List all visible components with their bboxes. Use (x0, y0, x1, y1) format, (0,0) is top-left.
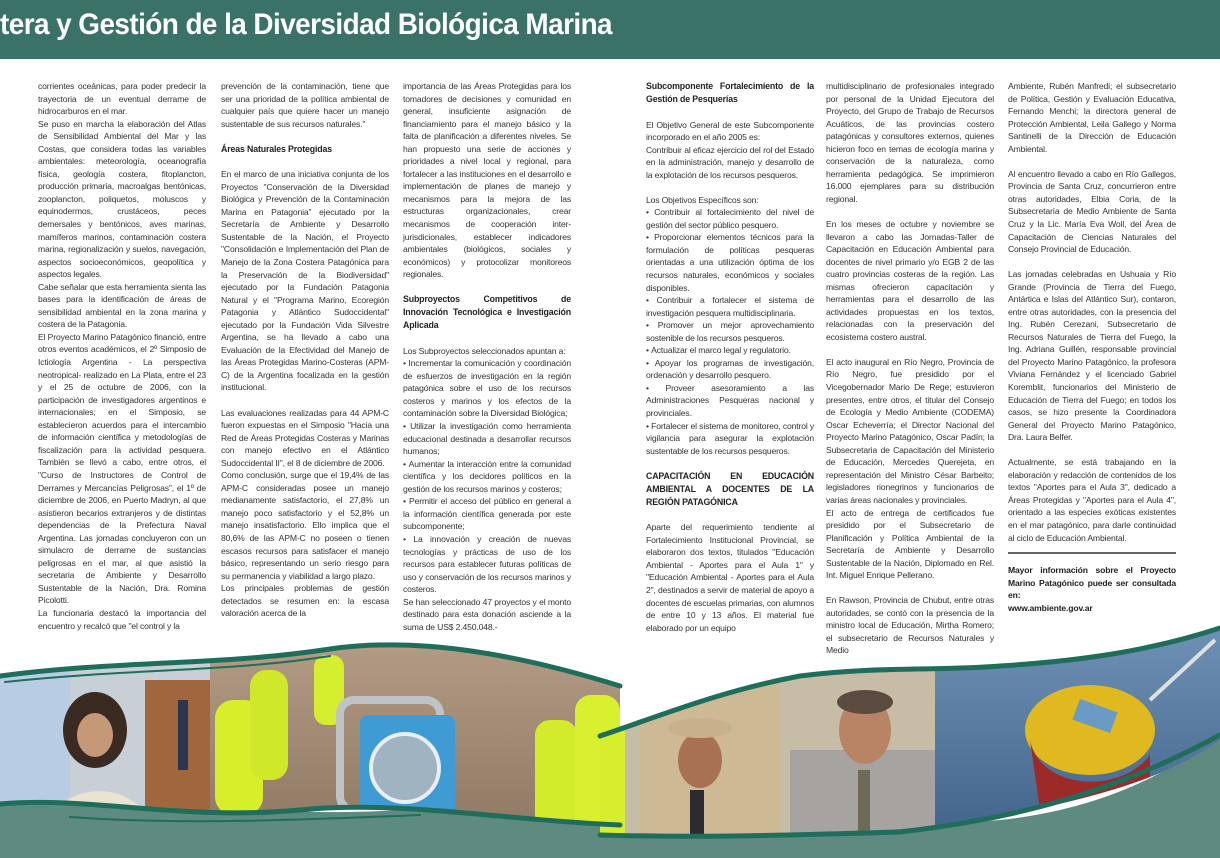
paragraph: En Rawson, Provincia de Chubut, entre otras autoridades, se contó con la presencia de la ministro local de Educación, Mirtha Romero; el subsecretario de Recursos Naturales y Medio (826, 595, 994, 656)
text-column-2 (221, 80, 389, 620)
section-heading: Subproyectos Competitivos de Innovación Tecnológica e Investigación Aplicada (403, 294, 571, 331)
paragraph: El acto de entrega de certificados fue presidido por el Subsecretario de Planificación y Política Ambiental de la Secretaría de Ambiente y Desarrollo Sustentable de la Nación, Diplomado en Rel. Int. Miguel Enrique Pellerano. (826, 507, 994, 581)
paragraph: Contribuir al eficaz ejercicio del rol del Estado en la administración, manejo y desarrollo de la explotación de los recursos pesqueros. (646, 144, 814, 180)
paragraph: Como conclusión, surge que el 19,4% de las APM-C consideradas posee un manejo medianamente satisfactorio, el 27,8% un manejo poco satisfactorio y el 52,8% un manejo insatisfactorio. Ello implica que el 80,6% de las APM-C no poseen o tienen escasos recursos para satisfacer el manejo básico, representando un serio riesgo para su permanencia y viabilidad a largo plazo. (221, 470, 389, 581)
paragraph: Aparte del requerimiento tendiente al Fortalecimiento Institucional Provincial, se elaboraron dos textos, titulados "Educación Ambiental - Aportes para el Aula 1" y "Educación Ambiental - Aportes para el Aula 2", destinados a servir de material de apoyo a docentes de escuelas primarias, con alumnos de entre 10 y 13 años. El material fue elaborado por un equipo (646, 522, 814, 633)
text-column-1 (38, 80, 206, 632)
paragraph: Las evaluaciones realizadas para 44 APM-C fueron expuestas en el Simposio "Hacia una Red de Áreas Protegidas Costeras y Marinas con manejo efectivo en el Atlántico Sudoccidental II", el 8 de diciembre de 2006. (221, 407, 389, 468)
text-column-6 (1008, 80, 1176, 614)
section-heading: Áreas Naturales Protegidas (221, 143, 332, 154)
paragraph: Se puso en marcha la elaboración del Atlas de Sensibilidad Ambiental del Mar y las Costas, que considera todas las variables ambientales: meteorología, oceanografía física, geología costera, fitoplancton, producción primaria, macroalgas bentónicas, zooplancton, poliquetos, moluscos y equinodermos, crustáceos, peces demersales y bentónicos, aves marinas, mamíferos marinos, contaminación costera marina, regionalización y suelos, navegación, aspectos socioeconómicos, geopolítica y aspectos legales. (38, 118, 206, 280)
divider (1008, 552, 1176, 554)
paragraph: corrientes oceánicas, para poder predecir la trayectoria de un eventual derrame de hidrocarburos en el mar. (38, 81, 206, 117)
bullet-item: • Contribuir a fortalecer el sistema de investigación pesquera multidisciplinaria. (646, 294, 814, 319)
text-column-5 (826, 80, 994, 657)
paragraph: Ambiente, Rubén Manfredi; el subsecretario de Política, Gestión y Evaluación Educativa, Fernando Menchi; la directora general de Protección Ambiental, Leila Gallego y Norma Santinelli de la Dirección de Educación Ambiental. (1008, 81, 1176, 154)
paragraph: La funcionaria destacó la importancia del encuentro y recalcó que "el control y la (38, 607, 206, 631)
text-column-3 (403, 80, 571, 633)
bullet-item: • Proporcionar elementos técnicos para la formulación de políticas pesqueras orientadas a una utilización óptima de los recursos naturales, económicos y sociales disponibles. (646, 231, 814, 294)
more-info-text: Mayor información sobre el Proyecto Marino Patagónico puede ser consultada en: (1008, 565, 1176, 601)
paragraph: Al encuentro llevado a cabo en Río Gallegos, Provincia de Santa Cruz, concurrieron entre otras autoridades, Elbia Coria, de la Subsecretaría de Medio Ambiente de Santa Cruz y la Lic. María Eva Woll, del Área de Capacitación de Ciencias Naturales del Consejo Provincial de Educación. (1008, 168, 1176, 255)
paragraph: multidisciplinario de profesionales integrado por personal de la Unidad Ejecutora del Proyecto, del Grupo de Trabajo de Recursos Acuáticos, de las provincias costero patagónicas y consultores externos, quienes hicieron foco en temas de ecología marina y conservación de la naturaleza, como herramienta pedagógica. Se imprimieron 16.000 ejemplares para su distribución regional. (826, 81, 994, 204)
paragraph: Actualmente, se está trabajando en la elaboración y redacción de contenidos de los textos "Aportes para el Aula 3", dedicado a Áreas Protegidas y "Aportes para el Aula 4", orientado a las especies exóticas existentes en el mar patagónico, para darle continuidad al ciclo de Educación Ambiental. (1008, 457, 1176, 543)
paragraph: prevención de la contaminación, tiene que ser una prioridad de la política ambiental de cualquier país que quiere hacer un manejo sustentable de sus recursos naturales." (221, 81, 389, 129)
bullet-item: • Utilizar la investigación como herramienta educacional destinada a desarrollar recursos humanos; (403, 420, 571, 458)
paragraph: En el marco de una iniciativa conjunta de los Proyectos "Conservación de la Diversidad Biológica y Prevención de la Contaminación Marina en Patagonia" ejecutado por la Secretaría de Ambiente y Desarrollo Sustentable de la Nación, el Proyecto "Consolidación e Implementación del Plan de Manejo de la Zona Costera Patagónica para la Preservación de la Biodiversidad" ejecutado por la Fundación Patagonia Natural y el "Programa Marino, Ecoregión Patagonia y Atlántico Sudoccidental" ejecutado por la Fundación Vida Silvestre Argentina, se ha llevado a cabo una Evaluación de la Efectividad del Manejo de las Áreas Protegidas Marino-Costeras (APM-C) de la Argentina focalizada en la gestión institucional. (221, 169, 389, 393)
page-title: tera y Gestión de la Diversidad Biológica Marina (0, 8, 613, 41)
paragraph: El Objetivo General de este Subcomponente incorporado en el año 2005 es: (646, 119, 814, 143)
paragraph: Cabe señalar que esta herramienta sienta las bases para la identificación de áreas de sensibilidad ambiental en la zona marina y costera de la Patagonia. (38, 281, 206, 330)
text-column-4 (646, 80, 814, 634)
paragraph: El Proyecto Marino Patagónico financió, entre otros eventos académicos, el 2º Simposio de Ictiología Argentina - La perspectiva neotropical- realizado en La Plata, entre el 23 y el 25 de octubre de 2006, con la participación de investigadores argentinos e internacionales; en el Simposio, se establecieron acuerdos para el intercambio de información científica y metodologías de fiscalización para la actividad pesquera. También se llevó a cabo, entre otros, el "Curso de Instructores de Control de Derrames y Mercancías Peligrosas", el 1º de diciembre de 2006, en Puerto Madryn, al que asistieron becarios extranjeros y de distintas dependencias de la Prefectura Naval Argentina. Las jornadas concluyeron con un simulacro de derrame de sustancias peligrosas en el mar, al que asistió la secretaria de Ambiente y Desarrollo Sustentable de la Nación, Dra. Romina Picolotti. (38, 331, 206, 606)
photo-strip (0, 620, 1220, 858)
bullet-item: • Permitir el acceso del público en general a la información científica generada por este subcomponente; (403, 495, 571, 533)
bullet-item: • Proveer asesoramiento a las Administraciones Pesqueras nacional y provinciales. (646, 382, 814, 420)
bullet-item: • Incrementar la comunicación y coordinación de esfuerzos de investigación en la región patagónica sobre el uso de los recursos costeros y marinos y los efectos de la contaminación sobre la Diversidad Biológica; (403, 357, 571, 420)
paragraph: En los meses de octubre y noviembre se llevaron a cabo las Jornadas-Taller de Capacitación en Educación Ambiental para docentes de nivel primario y/o EGB 2 de las cuatro provincias costeras de la región. Las mismas ofrecieron capacitación y herramientas para el desarrollo de las actividades propuestas en los textos, relacionadas con la preservación del ecosistema costero austral. (826, 218, 994, 342)
bullet-item: • Fortalecer el sistema de monitoreo, control y vigilancia para asegurar la explotación sustentable de los recursos pesqueros. (646, 420, 814, 458)
bullet-item: • La innovación y creación de nuevas tecnologías y prácticas de uso de los recursos para establecer futuras políticas de uso y conservación de los recursos marinos y costeros. (403, 533, 571, 596)
bullet-item: • Actualizar el marco legal y regulatorio. (646, 344, 814, 357)
section-heading: Subcomponente Fortalecimiento de la Gestión de Pesquerías (646, 81, 814, 104)
bullet-item: • Contribuir al fortalecimiento del nivel de gestión del sector público pesquero. (646, 206, 814, 231)
bullet-item: • Apoyar los programas de investigación, ordenación y desarrollo pesquero. (646, 357, 814, 382)
paragraph: Las jornadas celebradas en Ushuaia y Río Grande (Provincia de Tierra del Fuego, Antártica e Islas del Atlántico Sur), contaron, entre otras autoridades, con la presencia del Ing. Rubén Cerezani, Subsecretario de Recursos Naturales de Tierra del Fuego, la Ing. Adriana Guillén, responsable provincial del Proyecto Marino Patagónico, la profesora Viviana Fernández y el licenciado Gabriel Koremblit, funcionarios del Ministerio de Educación de Tierra del Fuego; en todos los casos, se hizo presente la Coordinadora General del Proyecto Marino Patagónico, Dra. Laura Belfer. (1008, 269, 1176, 443)
paragraph: Los principales problemas de gestión detectados se resumen en: la escasa valoración acerca de la (221, 583, 389, 619)
paragraph: importancia de las Áreas Protegidas para los tomadores de decisiones y comunidad en general, insuficiente asignación de financiamiento para el manejo básico y la falta de planificación a diferentes niveles. Se han propuesto una serie de acciones y prioridades a nivel local y regional, para fortalecer a las instituciones en el desarrollo e implementación de planes de manejo y mecanismos para la mejora de las estructuras organizacionales, crear mecanismos de cooperación inter-jurisdicionales, establecer indicadores ambientales (biológicos, sociales y económicos) y protocolizar monitoreos regionales. (403, 81, 571, 280)
title-banner (0, 0, 1220, 59)
website-link[interactable]: www.ambiente.gov.ar (1008, 602, 1093, 613)
bullet-item: • Aumentar la interacción entre la comunidad científica y los decidores políticos en la gestión de los recursos marinos y costeros; (403, 458, 571, 496)
paragraph: El acto inaugural en Río Negro, Provincia de Río Negro, fue presidido por el Vicegobernador Mario De Rege; estuvieron presentes, entre otros, el titular del Consejo de Ecología y Medio Ambiente (CODEMA) Oscar Echeverría; el Director Nacional del Proyecto Marino Patagónico, Oscar Padín; la Subsecretaria de Capacitación del Ministerio de Educación, Mercedes Querejeta, en representación del Ministro César Barbeito; legisladores rionegrinos y funcionarios de varias áreas nacionales y provinciales. (826, 356, 994, 505)
paragraph: Los Objetivos Específicos son: (646, 194, 759, 205)
section-heading: CAPACITACIÓN EN EDUCACIÓN AMBIENTAL A DOCENTES DE LA REGIÓN PATAGÓNICA (646, 470, 814, 507)
paragraph: Los Subproyectos seleccionados apuntan a: (403, 345, 566, 356)
bullet-item: • Promover un mejor aprovechamiento sostenible de los recursos pesqueros. (646, 319, 814, 344)
paragraph: Se han seleccionado 47 proyectos y el monto destinado para esta donación asciende a la suma de US$ 2.450.048.- (403, 596, 571, 632)
